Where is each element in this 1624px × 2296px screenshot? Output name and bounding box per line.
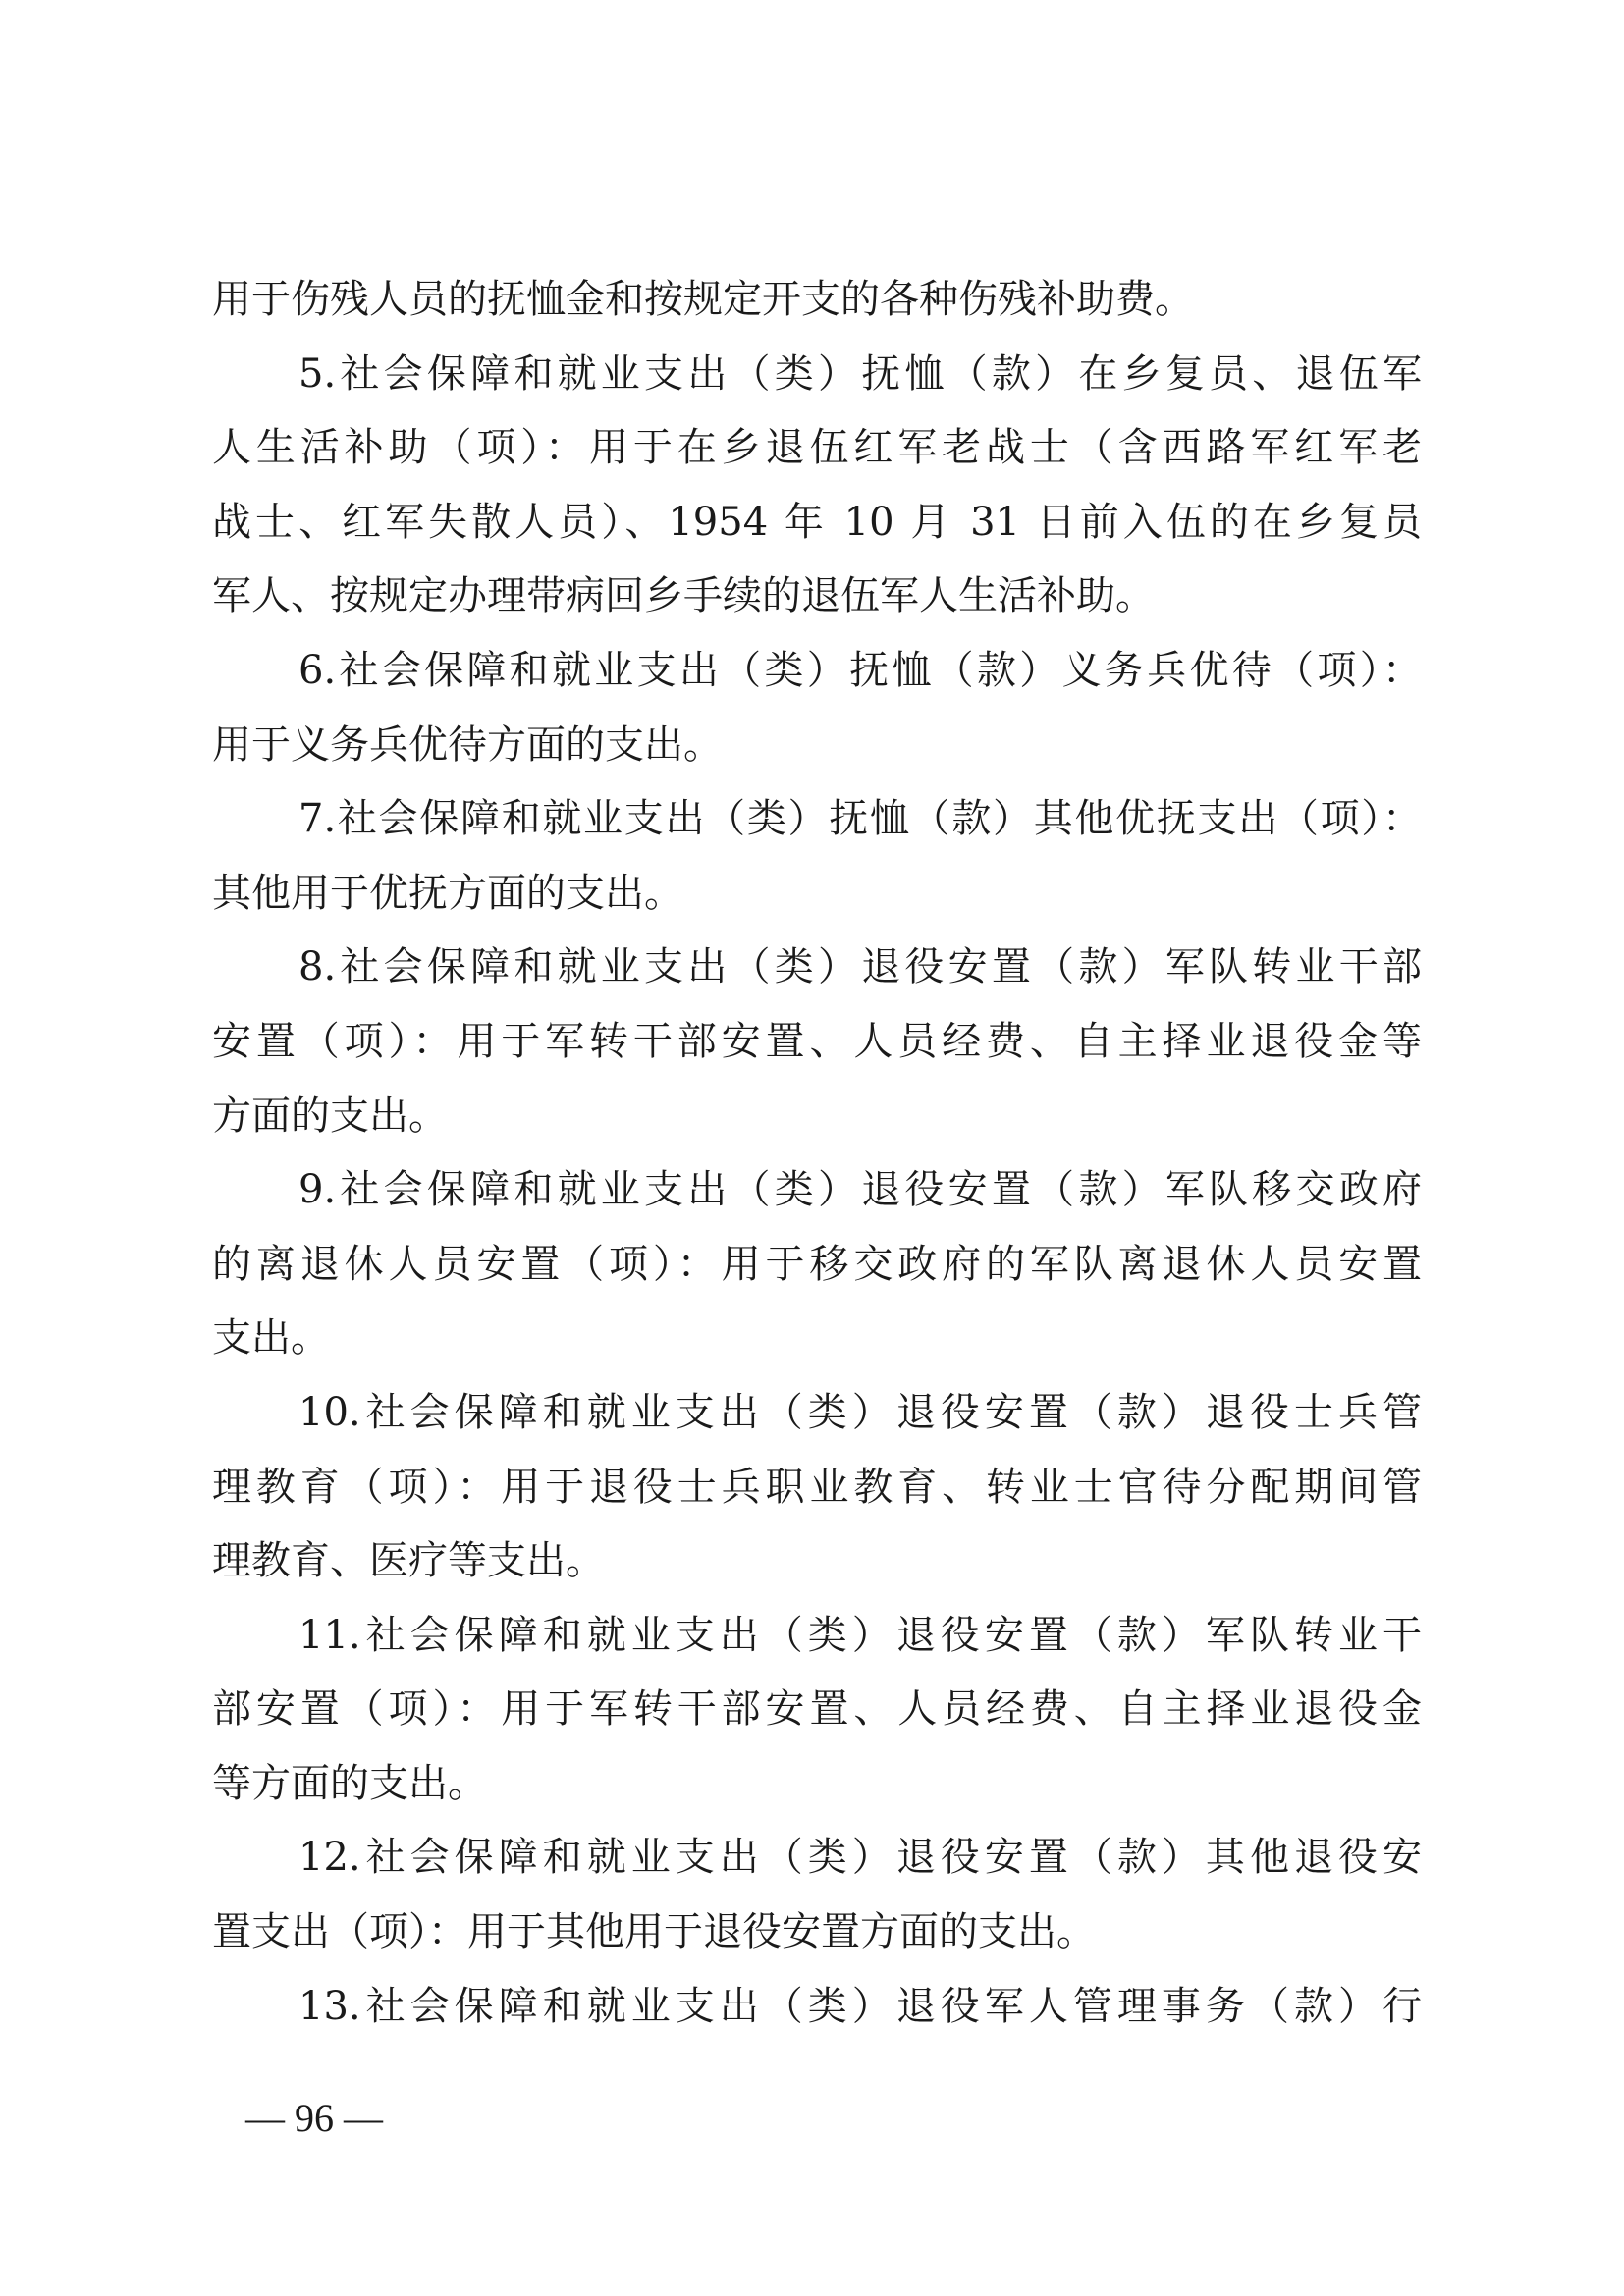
text-line: 理教育、医疗等支出。 [212, 1538, 605, 1584]
text-line: 8.社会保障和就业支出（类）退役安置（款）军队转业干部 [298, 944, 1422, 990]
text-line: 其他用于优抚方面的支出。 [212, 870, 683, 916]
text-line: 部安置（项）：用于军转干部安置、人员经费、自主择业退役金 [212, 1686, 1422, 1733]
text-line: 9.社会保障和就业支出（类）退役安置（款）军队移交政府 [298, 1167, 1422, 1213]
text-line: 用于义务兵优待方面的支出。 [212, 721, 723, 768]
text-line: 支出。 [212, 1315, 330, 1362]
body-text [212, 263, 1422, 2044]
text-line: 安置（项）：用于军转干部安置、人员经费、自主择业退役金等 [212, 1018, 1422, 1064]
text-line: 等方面的支出。 [212, 1760, 487, 1806]
text-line: 人生活补助（项）：用于在乡退伍红军老战士（含西路军红军老 [212, 425, 1422, 471]
text-line: 置支出（项）：用于其他用于退役安置方面的支出。 [212, 1909, 1096, 1955]
text-line: 军人、按规定办理带病回乡手续的退伍军人生活补助。 [212, 573, 1155, 619]
text-line: 6.社会保障和就业支出（类）抚恤（款）义务兵优待（项）： [298, 647, 1422, 693]
text-line: 用于伤残人员的抚恤金和按规定开支的各种伤残补助费。 [212, 277, 1194, 322]
page-number: — 96 — [245, 2096, 383, 2140]
text-line: 13.社会保障和就业支出（类）退役军人管理事务（款）行 [298, 1983, 1422, 2029]
text-line: 11.社会保障和就业支出（类）退役安置（款）军队转业干 [298, 1612, 1422, 1658]
text-line: 理教育（项）：用于退役士兵职业教育、转业士官待分配期间管 [212, 1464, 1422, 1510]
text-line: 战士、红军失散人员）、1954 年 10 月 31 日前入伍的在乡复员 [212, 499, 1422, 545]
text-line: 12.社会保障和就业支出（类）退役安置（款）其他退役安 [298, 1835, 1422, 1881]
text-line: 7.社会保障和就业支出（类）抚恤（款）其他优抚支出（项）： [298, 796, 1422, 842]
text-line: 10.社会保障和就业支出（类）退役安置（款）退役士兵管 [298, 1389, 1422, 1435]
text-line: 5.社会保障和就业支出（类）抚恤（款）在乡复员、退伍军 [298, 350, 1422, 397]
text-line: 方面的支出。 [212, 1093, 448, 1139]
text-line: 的离退休人员安置（项）：用于移交政府的军队离退休人员安置 [212, 1241, 1422, 1287]
